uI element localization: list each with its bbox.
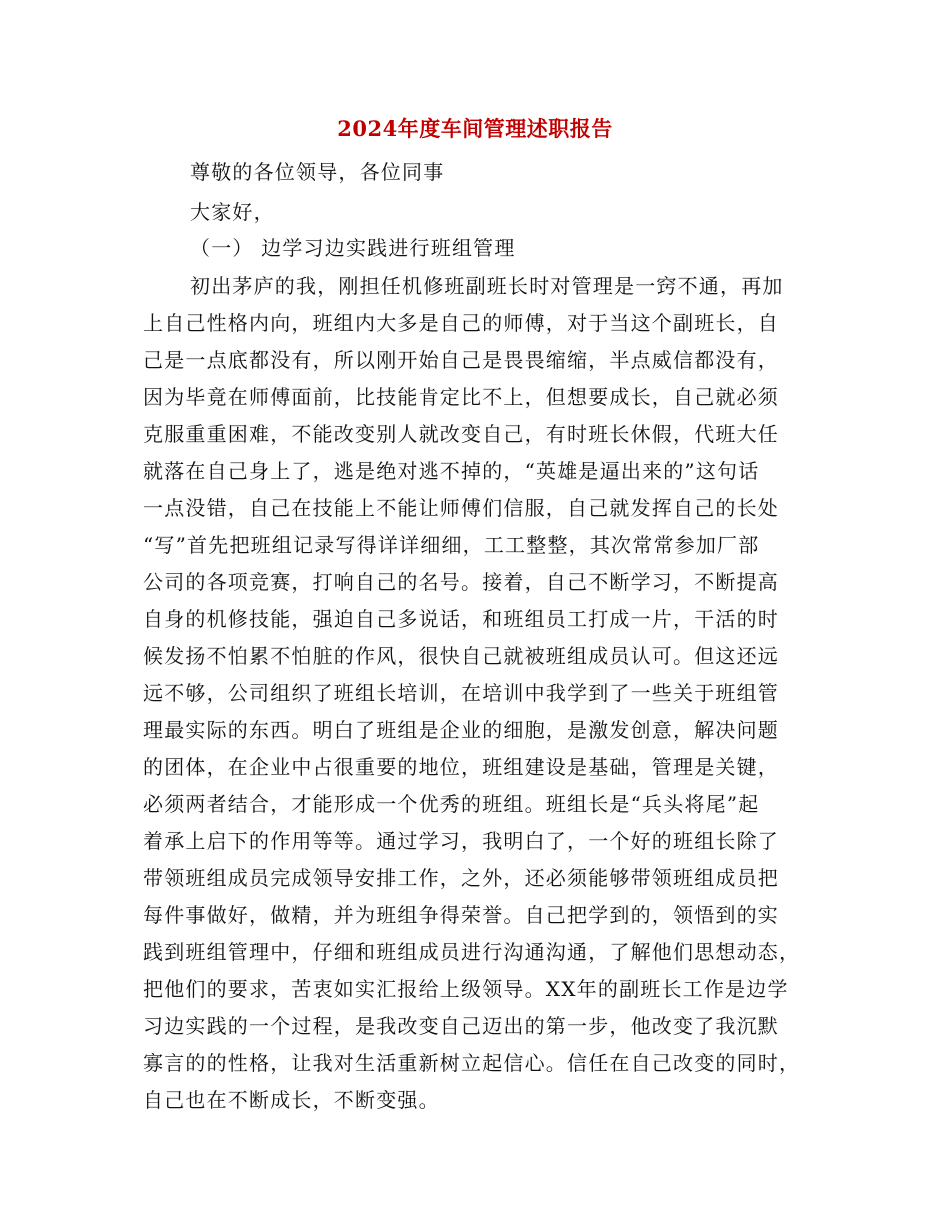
section-heading: （一） 边学习边实践进行班组管理 xyxy=(190,236,516,260)
body-line: 远不够，公司组织了班组长培训，在培训中我学到了一些关于班组管 xyxy=(143,681,779,705)
body-line: 必须两者结合，才能形成一个优秀的班组。班组长是“兵头将尾”起 xyxy=(143,792,760,816)
body-line: 一点没错，自己在技能上不能让师傅们信服，自己就发挥自己的长处 xyxy=(143,496,779,520)
body-line: 寡言的的性格，让我对生活重新树立起信心。信任在自己改变的同时， xyxy=(143,1051,801,1075)
body-line: 着承上启下的作用等等。通过学习，我明白了，一个好的班组长除了 xyxy=(143,829,779,853)
body-line: 践到班组管理中，仔细和班组成员进行沟通沟通，了解他们思想动态， xyxy=(143,940,801,964)
body-line: 就落在自己身上了，逃是绝对逃不掉的，“英雄是逼出来的”这句话 xyxy=(143,459,760,483)
body-line: 把他们的要求，苦衷如实汇报给上级领导。XX年的副班长工作是边学 xyxy=(143,977,789,1001)
body-line: 因为毕竟在师傅面前，比技能肯定比不上，但想要成长，自己就必须 xyxy=(143,385,779,409)
body-line: 自己也在不断成长，不断变强。 xyxy=(143,1088,440,1112)
body-line: 习边实践的一个过程，是我改变自己迈出的第一步，他改变了我沉默 xyxy=(143,1014,779,1038)
body-line: 初出茅庐的我，刚担任机修班副班长时对管理是一窍不通，再加 xyxy=(190,274,784,298)
document-title: 2024年度车间管理述职报告 xyxy=(337,116,613,141)
body-line: 公司的各项竞赛，打响自己的名号。接着，自己不断学习，不断提高 xyxy=(143,570,779,594)
greeting-line: 尊敬的各位领导，各位同事 xyxy=(190,160,445,184)
body-line: 自身的机修技能，强迫自己多说话，和班组员工打成一片，干活的时 xyxy=(143,607,779,631)
body-line: “写”首先把班组记录写得详详细细，工工整整，其次常常参加厂部 xyxy=(143,533,760,557)
body-line: 克服重重困难，不能改变别人就改变自己，有时班长休假，代班大任 xyxy=(143,422,779,446)
body-line: 理最实际的东西。明白了班组是企业的细胞，是激发创意，解决问题 xyxy=(143,718,779,742)
body-line: 候发扬不怕累不怕脏的作风，很快自己就被班组成员认可。但这还远 xyxy=(143,644,779,668)
body-line: 上自己性格内向，班组内大多是自己的师傅，对于当这个副班长，自 xyxy=(143,311,779,335)
body-line: 带领班组成员完成领导安排工作，之外，还必须能够带领班组成员把 xyxy=(143,866,779,890)
body-line: 每件事做好，做精，并为班组争得荣誉。自己把学到的，领悟到的实 xyxy=(143,903,779,927)
body-line: 的团体，在企业中占很重要的地位，班组建设是基础，管理是关键， xyxy=(143,755,779,779)
hello-line: 大家好， xyxy=(190,200,275,224)
body-line: 己是一点底都没有，所以刚开始自己是畏畏缩缩，半点威信都没有， xyxy=(143,348,779,372)
